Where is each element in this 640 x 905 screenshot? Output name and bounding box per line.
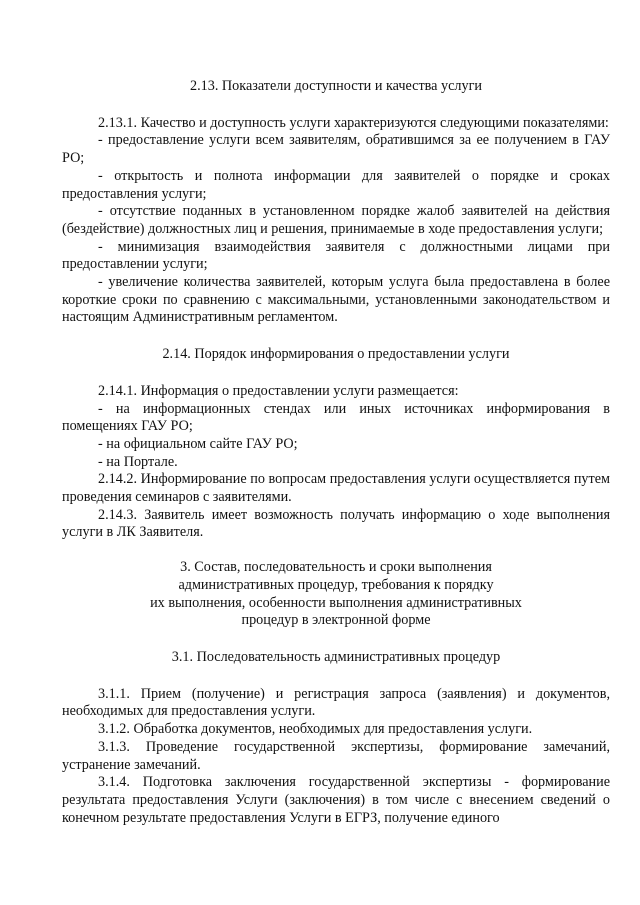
list-item-2-13-b: - открытость и полнота информации для заявителей о порядке и сроках предоставления услуги; — [62, 167, 610, 202]
paragraph-2-14-2: 2.14.2. Информирование по вопросам предоставления услуги осуществляется путем проведения семинаров с заявителями. — [62, 471, 610, 506]
section-heading-3-1: 3.1. Последовательность административных процедур — [171, 648, 501, 665]
list-item-2-14-a: - на информационных стендах или иных источниках информирования в помещениях ГАУ РО; — [62, 400, 610, 435]
list-item-2-13-c: - отсутствие поданных в установленном порядке жалоб заявителей на действия (бездействие) должностных лиц и решения, принимаемые в ходе предоставления услуги; — [62, 203, 610, 237]
list-item-2-13-e: - увеличение количества заявителей, которым услуга была предоставлена в более короткие сроки по сравнению с максимальными, установленными законодательством и настоящим Административным регламентом. — [62, 274, 610, 326]
chapter-heading-line: их выполнения, особенности выполнения административных — [150, 594, 522, 611]
chapter-heading-line: процедур в электронной форме — [241, 612, 431, 629]
paragraph-3-1-4: 3.1.4. Подготовка заключения государственной экспертизы - формирование результата предоставления Услуги (заключения) в том числе с внесением сведений о конечном результате предоставления Услуги в ЕГРЗ, получение единого — [62, 774, 610, 826]
chapter-heading-line: административных процедур, требования к порядку — [178, 576, 494, 593]
chapter-heading-3 — [62, 559, 610, 630]
paragraph-2-14-3: 2.14.3. Заявитель имеет возможность получать информацию о ходе выполнения услуги в ЛК Заявителя. — [62, 506, 610, 541]
section-heading-2-14: 2.14. Порядок информирования о предоставлении услуги — [162, 346, 510, 363]
paragraph-3-1-1: 3.1.1. Прием (получение) и регистрация запроса (заявления) и документов, необходимых для предоставления услуги. — [62, 685, 610, 720]
chapter-heading-line: 3. Состав, последовательность и сроки выполнения — [180, 559, 492, 576]
list-item-2-13-d: - минимизация взаимодействия заявителя с должностными лицами при предоставлении услуги; — [62, 238, 610, 273]
paragraph-2-13-1: 2.13.1. Качество и доступность услуги характеризуются следующими показателями: — [98, 114, 609, 131]
list-item-2-14-b: - на официальном сайте ГАУ РО; — [98, 435, 298, 452]
section-heading-2-13: 2.13. Показатели доступности и качества услуги — [190, 78, 482, 94]
list-item-2-13-a: - предоставление услуги всем заявителям, обратившимся за ее получением в ГАУ РО; — [62, 132, 610, 167]
list-item-2-14-c: - на Портале. — [98, 453, 178, 470]
paragraph-2-14-1: 2.14.1. Информация о предоставлении услуги размещается: — [98, 382, 459, 399]
paragraph-3-1-2: 3.1.2. Обработка документов, необходимых для предоставления услуги. — [98, 721, 533, 738]
paragraph-3-1-3: 3.1.3. Проведение государственной экспертизы, формирование замечаний, устранение замечаний. — [62, 738, 610, 773]
